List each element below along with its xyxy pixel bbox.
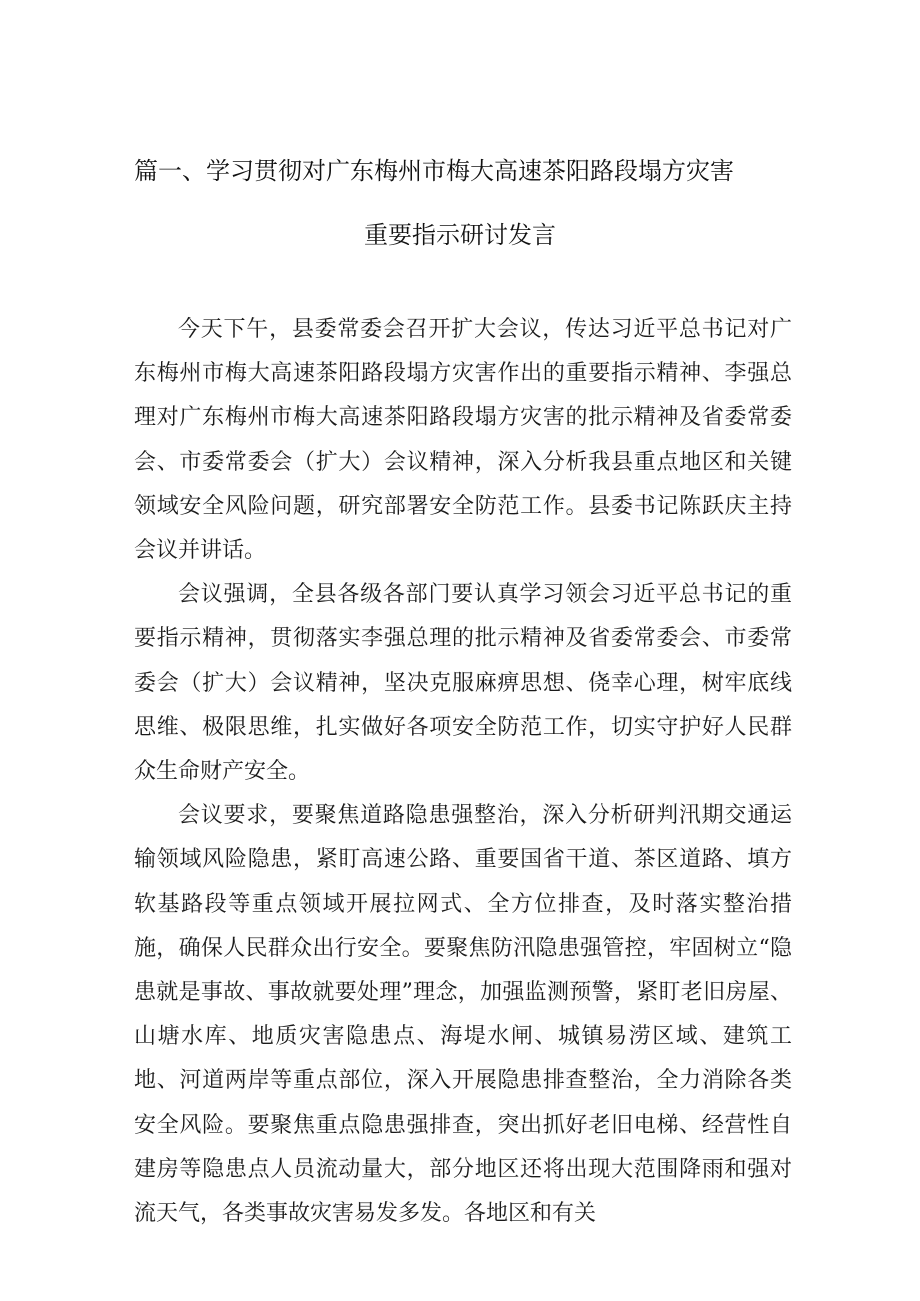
document-title-line-1: 篇一、学习贯彻对广东梅州市梅大高速茶阳路段塌方灾害 [134, 157, 734, 185]
body-paragraph-1: 今天下午，县委常委会召开扩大会议，传达习近平总书记对广东梅州市梅大高速茶阳路段塌方灾害作出的重要指示精神、李强总理对广东梅州市梅大高速茶阳路段塌方灾害的批示精神及省委常委会、市委常委会（扩大）会议精神，深入分析我县重点地区和关键领域安全风险问题，研究部署安全防范工作。县委书记陈跃庆主持会议并讲话。 [134, 317, 792, 564]
document-title-line-2: 重要指示研讨发言 [364, 221, 556, 249]
document-body [134, 308, 792, 1236]
body-paragraph-2: 会议强调，全县各级各部门要认真学习领会习近平总书记的重要指示精神，贯彻落实李强总理的批示精神及省委常委会、市委常委会（扩大）会议精神，坚决克服麻痹思想、侥幸心理，树牢底线思维、极限思维，扎实做好各项安全防范工作，切实守护好人民群众生命财产安全。 [134, 582, 792, 785]
body-paragraph-3: 会议要求，要聚焦道路隐患强整治，深入分析研判汛期交通运输领域风险隐患，紧盯高速公路、重要国省干道、茶区道路、填方软基路段等重点领域开展拉网式、全方位排查，及时落实整治措施，确保人民群众出行安全。要聚焦防汛隐患强管控，牢固树立“隐患就是事故、事故就要处理”理念，加强监测预警，紧盯老旧房屋、山塘水库、地质灾害隐患点、海堤水闸、城镇易涝区域、建筑工地、河道两岸等重点部位，深入开展隐患排查整治，全力消除各类安全风险。要聚焦重点隐患强排查，突出抓好老旧电梯、经营性自建房等隐患点人员流动量大，部分地区还将出现大范围降雨和强对流天气，各类事故灾害易发多发。各地区和有关 [134, 803, 792, 1227]
